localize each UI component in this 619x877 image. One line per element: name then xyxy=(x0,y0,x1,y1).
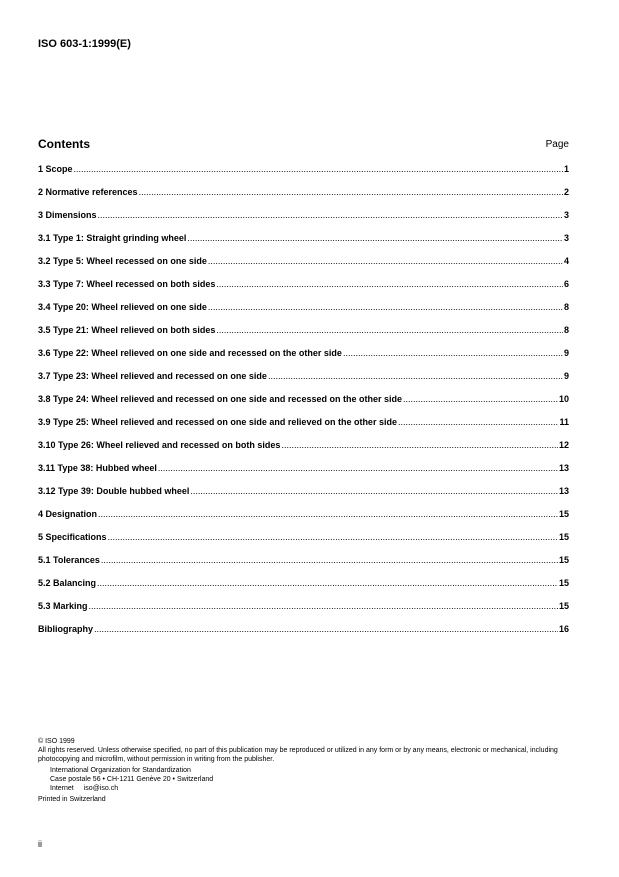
document-id: ISO 603-1:1999(E) xyxy=(38,38,131,50)
toc-entry-label: 5.1 Tolerances xyxy=(38,555,100,565)
toc-entry-label: 3.6 Type 22: Wheel relieved on one side and recessed on the other side xyxy=(38,348,342,358)
rights-statement: All rights reserved. Unless otherwise specified, no part of this publication may be reproduced or utilized in any form or by any means, electronic or mechanical, including photocopying and microfilm, without permission in writing from the publisher. xyxy=(38,747,558,763)
toc-dot-leader xyxy=(101,555,558,565)
postal-address: Case postale 56 • CH-1211 Genève 20 • Switzerland xyxy=(50,776,214,783)
toc-entry-page: 13 xyxy=(558,463,569,473)
toc-dot-leader xyxy=(94,624,558,634)
toc-entry-label: 3.11 Type 38: Hubbed wheel xyxy=(38,463,157,473)
toc-entry-label: 3.7 Type 23: Wheel relieved and recessed on one side xyxy=(38,371,267,381)
toc-dot-leader xyxy=(208,256,563,266)
toc-entry[interactable] xyxy=(38,440,569,463)
toc-entry[interactable] xyxy=(38,601,569,624)
toc-dot-leader xyxy=(158,463,558,473)
toc-entry-page: 3 xyxy=(563,233,569,243)
page-column-label: Page xyxy=(545,139,569,150)
toc-entry[interactable] xyxy=(38,394,569,417)
page-number: ii xyxy=(38,839,42,849)
toc-entry[interactable] xyxy=(38,463,569,486)
toc-entry-label: 3.10 Type 26: Wheel relieved and recessed on both sides xyxy=(38,440,281,450)
toc-entry[interactable] xyxy=(38,578,569,601)
toc-entry-label: 3.2 Type 5: Wheel recessed on one side xyxy=(38,256,207,266)
internet-email-link[interactable]: iso@iso.ch xyxy=(83,785,119,792)
toc-entry-page: 12 xyxy=(558,440,569,450)
toc-entry[interactable] xyxy=(38,325,569,348)
toc-entry[interactable] xyxy=(38,555,569,578)
toc-entry-page: 13 xyxy=(558,486,569,496)
toc-entry-label: 1 Scope xyxy=(38,164,73,174)
toc-dot-leader xyxy=(216,279,563,289)
toc-dot-leader xyxy=(108,532,558,542)
toc-entry-label: 3.12 Type 39: Double hubbed wheel xyxy=(38,486,190,496)
toc-dot-leader xyxy=(190,486,558,496)
toc-entry[interactable] xyxy=(38,417,569,440)
toc-entry-page: 2 xyxy=(563,187,569,197)
toc-entry-label: 3.3 Type 7: Wheel recessed on both sides xyxy=(38,279,216,289)
toc-dot-leader xyxy=(139,187,563,197)
toc-dot-leader xyxy=(97,578,558,588)
toc-entry-page: 4 xyxy=(563,256,569,266)
toc-entry[interactable] xyxy=(38,256,569,279)
toc-entry[interactable] xyxy=(38,532,569,555)
toc-entry-page: 8 xyxy=(563,302,569,312)
toc-dot-leader xyxy=(398,417,559,427)
toc-entry-label: 3.5 Type 21: Wheel relieved on both sides xyxy=(38,325,216,335)
toc-entry-label: 5.2 Balancing xyxy=(38,578,97,588)
toc-entry[interactable] xyxy=(38,279,569,302)
toc-entry-page: 10 xyxy=(558,394,569,404)
toc-entry-page: 15 xyxy=(558,532,569,542)
printed-location: Printed in Switzerland xyxy=(38,796,106,803)
toc-entry-page: 9 xyxy=(563,371,569,381)
toc-dot-leader xyxy=(268,371,563,381)
toc-entry-page: 15 xyxy=(558,601,569,611)
toc-entry-page: 15 xyxy=(558,509,569,519)
internet-label: Internet xyxy=(50,785,74,792)
toc-entry-label: 3 Dimensions xyxy=(38,210,97,220)
toc-entry-label: Bibliography xyxy=(38,624,94,634)
organization-name: International Organization for Standardization xyxy=(50,767,191,774)
copyright-block xyxy=(38,737,578,804)
toc-dot-leader xyxy=(216,325,563,335)
toc-entry[interactable] xyxy=(38,371,569,394)
toc-dot-leader xyxy=(74,164,563,174)
internet-contact xyxy=(38,784,578,793)
toc-entry-label: 3.8 Type 24: Wheel relieved and recessed on one side and recessed on the other side xyxy=(38,394,402,404)
toc-entry-label: 3.9 Type 25: Wheel relieved and recessed on one side and relieved on the other side xyxy=(38,417,397,427)
toc-dot-leader xyxy=(343,348,563,358)
toc-entry-page: 1 xyxy=(563,164,569,174)
toc-entry-page: 9 xyxy=(563,348,569,358)
toc-entry-label: 3.1 Type 1: Straight grinding wheel xyxy=(38,233,187,243)
toc-entry[interactable] xyxy=(38,233,569,256)
toc-dot-leader xyxy=(89,601,558,611)
toc-entry-page: 11 xyxy=(559,417,569,427)
toc-entry-label: 3.4 Type 20: Wheel relieved on one side xyxy=(38,302,207,312)
toc-dot-leader xyxy=(281,440,558,450)
toc-dot-leader xyxy=(187,233,563,243)
toc-entry-page: 16 xyxy=(558,624,569,634)
toc-entry[interactable] xyxy=(38,164,569,187)
contents-title: Contents xyxy=(38,137,90,151)
toc-dot-leader xyxy=(98,509,558,519)
toc-entry-page: 15 xyxy=(558,555,569,565)
table-of-contents xyxy=(38,164,569,647)
toc-entry-page: 6 xyxy=(563,279,569,289)
copyright-notice: © ISO 1999 xyxy=(38,738,75,745)
toc-entry-page: 15 xyxy=(558,578,569,588)
toc-entry[interactable] xyxy=(38,210,569,233)
toc-entry-page: 8 xyxy=(563,325,569,335)
toc-entry[interactable] xyxy=(38,509,569,532)
toc-entry[interactable] xyxy=(38,348,569,371)
toc-entry-label: 5 Specifications xyxy=(38,532,107,542)
toc-entry-label: 5.3 Marking xyxy=(38,601,88,611)
toc-entry[interactable] xyxy=(38,187,569,210)
toc-entry-label: 2 Normative references xyxy=(38,187,138,197)
toc-entry-label: 4 Designation xyxy=(38,509,98,519)
toc-entry[interactable] xyxy=(38,624,569,647)
toc-dot-leader xyxy=(403,394,558,404)
toc-entry[interactable] xyxy=(38,302,569,325)
toc-dot-leader xyxy=(208,302,563,312)
toc-dot-leader xyxy=(98,210,563,220)
toc-entry-page: 3 xyxy=(563,210,569,220)
toc-entry[interactable] xyxy=(38,486,569,509)
